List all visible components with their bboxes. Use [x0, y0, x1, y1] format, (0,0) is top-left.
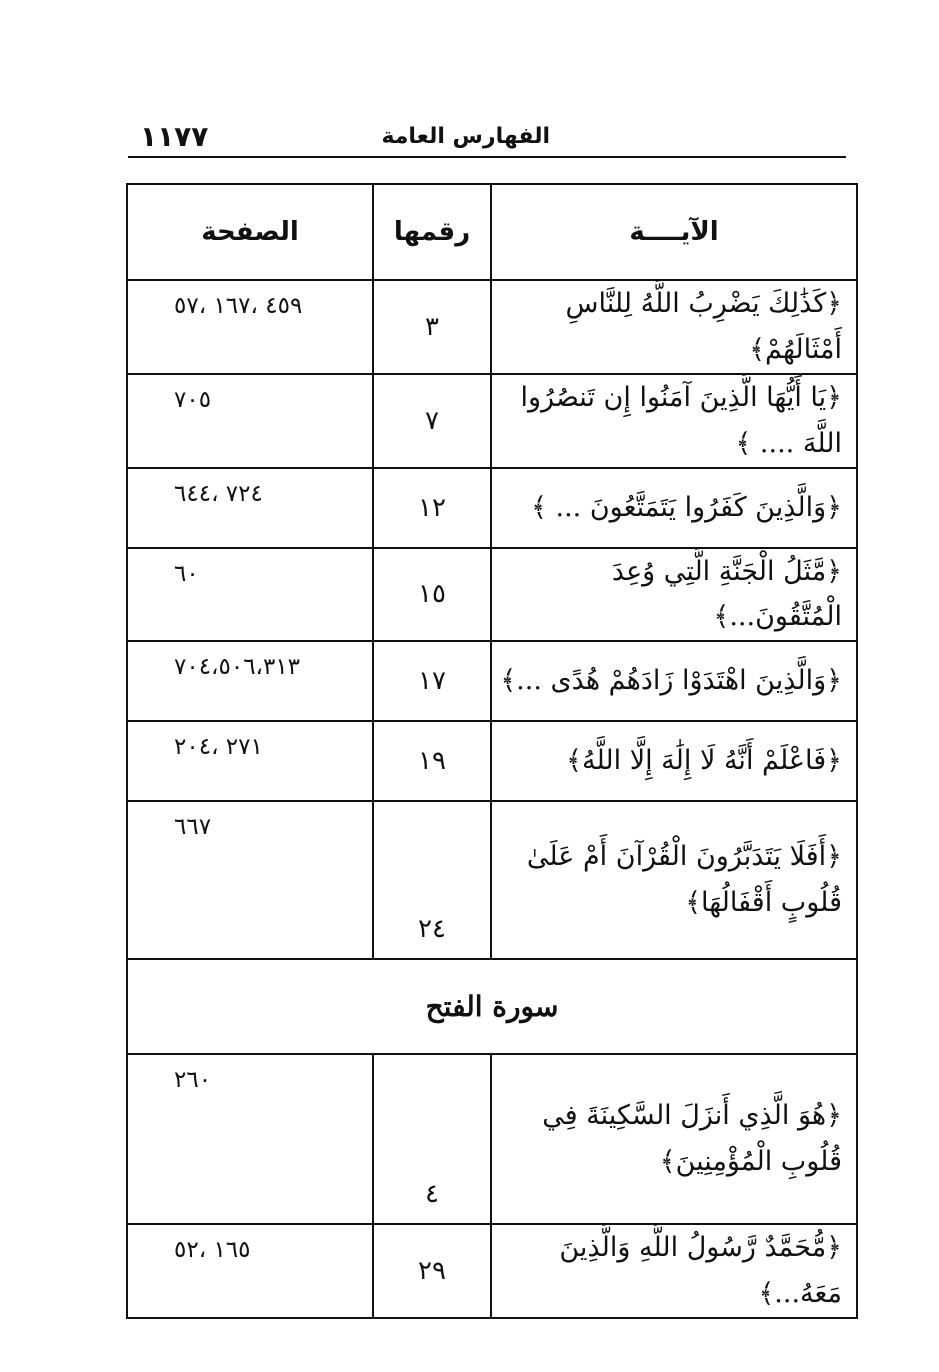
verse-number-cell: ٢٤ [373, 801, 491, 959]
verse-cell: ﴿مُّحَمَّدٌ رَّسُولُ اللَّهِ وَالَّذِينَ مَعَهُ...﴾ [491, 1224, 857, 1318]
page-refs-cell: ١٦٥ ،٥٢ [127, 1224, 373, 1318]
surah-heading-row [127, 959, 857, 1054]
verse-number-cell: ١٥ [373, 548, 491, 642]
verse-column-header: الآيــــة [491, 184, 857, 280]
verse-cell: ﴿مَّثَلُ الْجَنَّةِ الَّتِي وُعِدَ الْمُتَّقُونَ...﴾ [491, 548, 857, 642]
page-number: ١١٧٧ [140, 120, 209, 153]
verse-cell: ﴿يَا أَيُّهَا الَّذِينَ آمَنُوا إِن تَنصُرُوا اللَّهَ .... ﴾ [491, 374, 857, 468]
page-column-header: الصفحة [127, 184, 373, 280]
verse-index-table [126, 183, 858, 1319]
page-header [130, 118, 846, 158]
table-row [127, 1224, 857, 1318]
page-refs-cell: ٤٥٩ ،١٦٧ ،٥٧ [127, 280, 373, 374]
verse-number-cell: ٤ [373, 1054, 491, 1224]
verse-cell: ﴿كَذَٰلِكَ يَضْرِبُ اللَّهُ لِلنَّاسِ أَمْثَالَهُمْ﴾ [491, 280, 857, 374]
page-refs-cell: ٧٠٥ [127, 374, 373, 468]
page-refs-cell: ٢٦٠ [127, 1054, 373, 1224]
surah-heading: سورة الفتح [127, 959, 857, 1054]
running-title: الفهارس العامة [381, 124, 550, 149]
table-row [127, 374, 857, 468]
verse-number-cell: ٢٩ [373, 1224, 491, 1318]
header-divider [128, 156, 846, 158]
verse-cell: ﴿فَاعْلَمْ أَنَّهُ لَا إِلَٰهَ إِلَّا اللَّهُ﴾ [491, 721, 857, 801]
number-column-header: رقمها [373, 184, 491, 280]
verse-cell: ﴿هُوَ الَّذِي أَنزَلَ السَّكِينَةَ فِي قُلُوبِ الْمُؤْمِنِينَ﴾ [491, 1054, 857, 1224]
page-refs-cell: ٧٠٤،٥٠٦،٣١٣ [127, 641, 373, 721]
page-refs-cell: ٧٢٤ ،٦٤٤ [127, 468, 373, 548]
table-row [127, 801, 857, 959]
table-row [127, 1054, 857, 1224]
verse-number-cell: ٧ [373, 374, 491, 468]
page-refs-cell: ٢٧١ ،٢٠٤ [127, 721, 373, 801]
verse-number-cell: ١٩ [373, 721, 491, 801]
table-row [127, 280, 857, 374]
verse-cell: ﴿أَفَلَا يَتَدَبَّرُونَ الْقُرْآنَ أَمْ عَلَىٰ قُلُوبٍ أَقْفَالُهَا﴾ [491, 801, 857, 959]
table-row [127, 641, 857, 721]
table-row [127, 721, 857, 801]
page-refs-cell: ٦٠ [127, 548, 373, 642]
table-row [127, 468, 857, 548]
page-refs-cell: ٦٦٧ [127, 801, 373, 959]
verse-cell: ﴿وَالَّذِينَ كَفَرُوا يَتَمَتَّعُونَ ... ﴾ [491, 468, 857, 548]
table-header-row [127, 184, 857, 280]
verse-number-cell: ٣ [373, 280, 491, 374]
verse-number-cell: ١٧ [373, 641, 491, 721]
verse-number-cell: ١٢ [373, 468, 491, 548]
table-row [127, 548, 857, 642]
verse-cell: ﴿وَالَّذِينَ اهْتَدَوْا زَادَهُمْ هُدًى ...﴾ [491, 641, 857, 721]
